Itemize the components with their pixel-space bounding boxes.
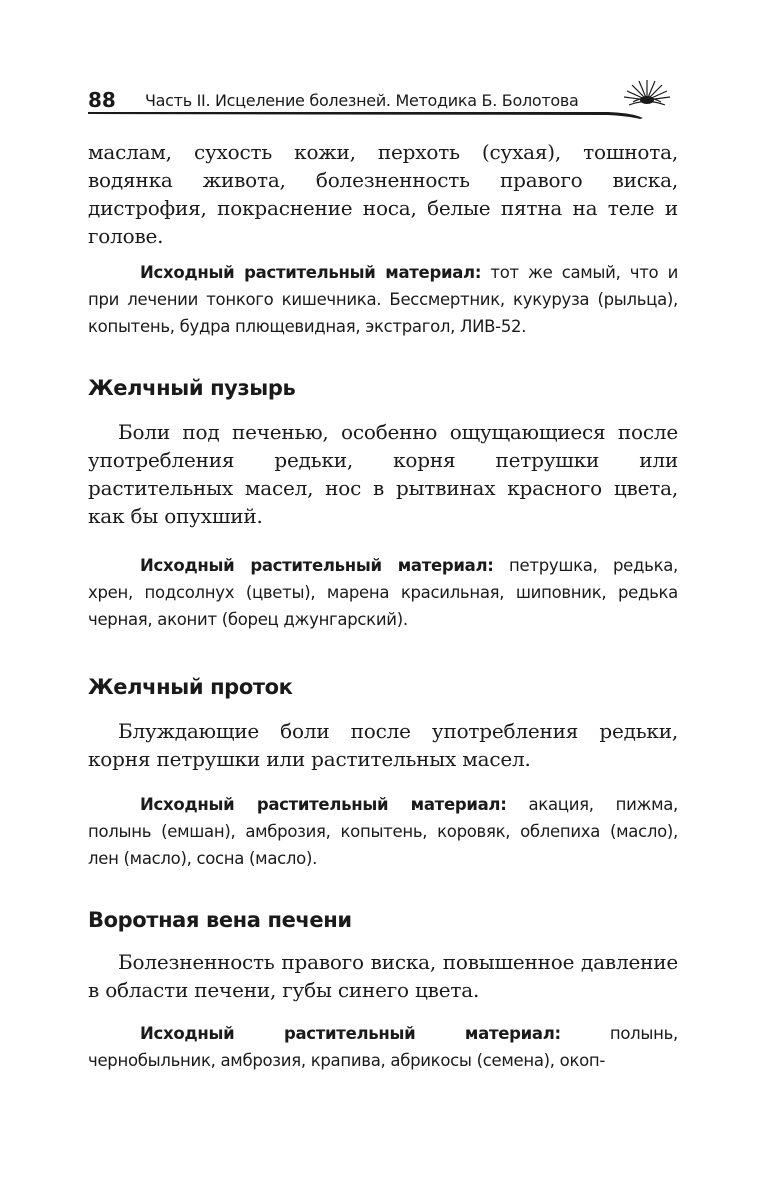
flower-ornament-icon [621,74,673,108]
page-content [88,138,678,1074]
material-label: Исходный растительный материал: [140,1024,561,1043]
intro-paragraph: маслам, сухость кожи, перхоть (сухая), тошнота, водянка живота, болезненность правого виска, дистрофия, покраснение носа, белые пятна на теле и голове. [88,140,678,248]
material-label: Исходный растительный материал: [140,263,482,282]
section-text-gallbladder: Боли под печенью, особенно ощущающиеся после употребления редьки, корня петрушки или растительных масел, нос в рытвинах красного цвета, как бы опухший. [88,420,678,528]
material-text: акация, пижма, полынь (емшан), амброзия, копытень, коровяк, облепиха (масло), лен (масло), сосна (масло). [88,795,678,868]
material-text: тот же самый, что и при лечении тонкого кишечника. Бессмертник, кукуруза (рыльца), копытень, будра плющевидная, экстрагол, ЛИВ-52. [88,263,678,336]
section-material-bile-duct [88,791,678,872]
section-title-portal-vein: Воротная вена печени [88,908,352,932]
page-header [88,86,678,126]
section-title-bile-duct: Желчный проток [88,675,293,699]
header-rule [88,110,648,120]
material-text: петрушка, редька, хрен, подсолнух (цветы), марена красильная, шиповник, редька черная, аконит (борец джунгарский). [88,556,678,629]
running-title: Часть II. Исцеление болезней. Методика Б. Болотова [145,91,579,110]
intro-material-note [88,259,678,340]
section-material-gallbladder [88,552,678,633]
section-material-portal-vein [88,1020,678,1074]
material-text: полынь, чернобыльник, амброзия, крапива, абрикосы (семена), окоп- [88,1024,678,1070]
section-text-bile-duct: Блуждающие боли после употребления редьки, корня петрушки или растительных масел. [88,719,678,771]
section-text-portal-vein: Болезненность правого виска, повышенное давление в области печени, губы синего цвета. [88,950,678,1002]
material-label: Исходный растительный материал: [140,795,507,814]
page-number: 88 [88,88,116,112]
material-label: Исходный растительный материал: [140,556,494,575]
section-title-gallbladder: Желчный пузырь [88,376,296,400]
